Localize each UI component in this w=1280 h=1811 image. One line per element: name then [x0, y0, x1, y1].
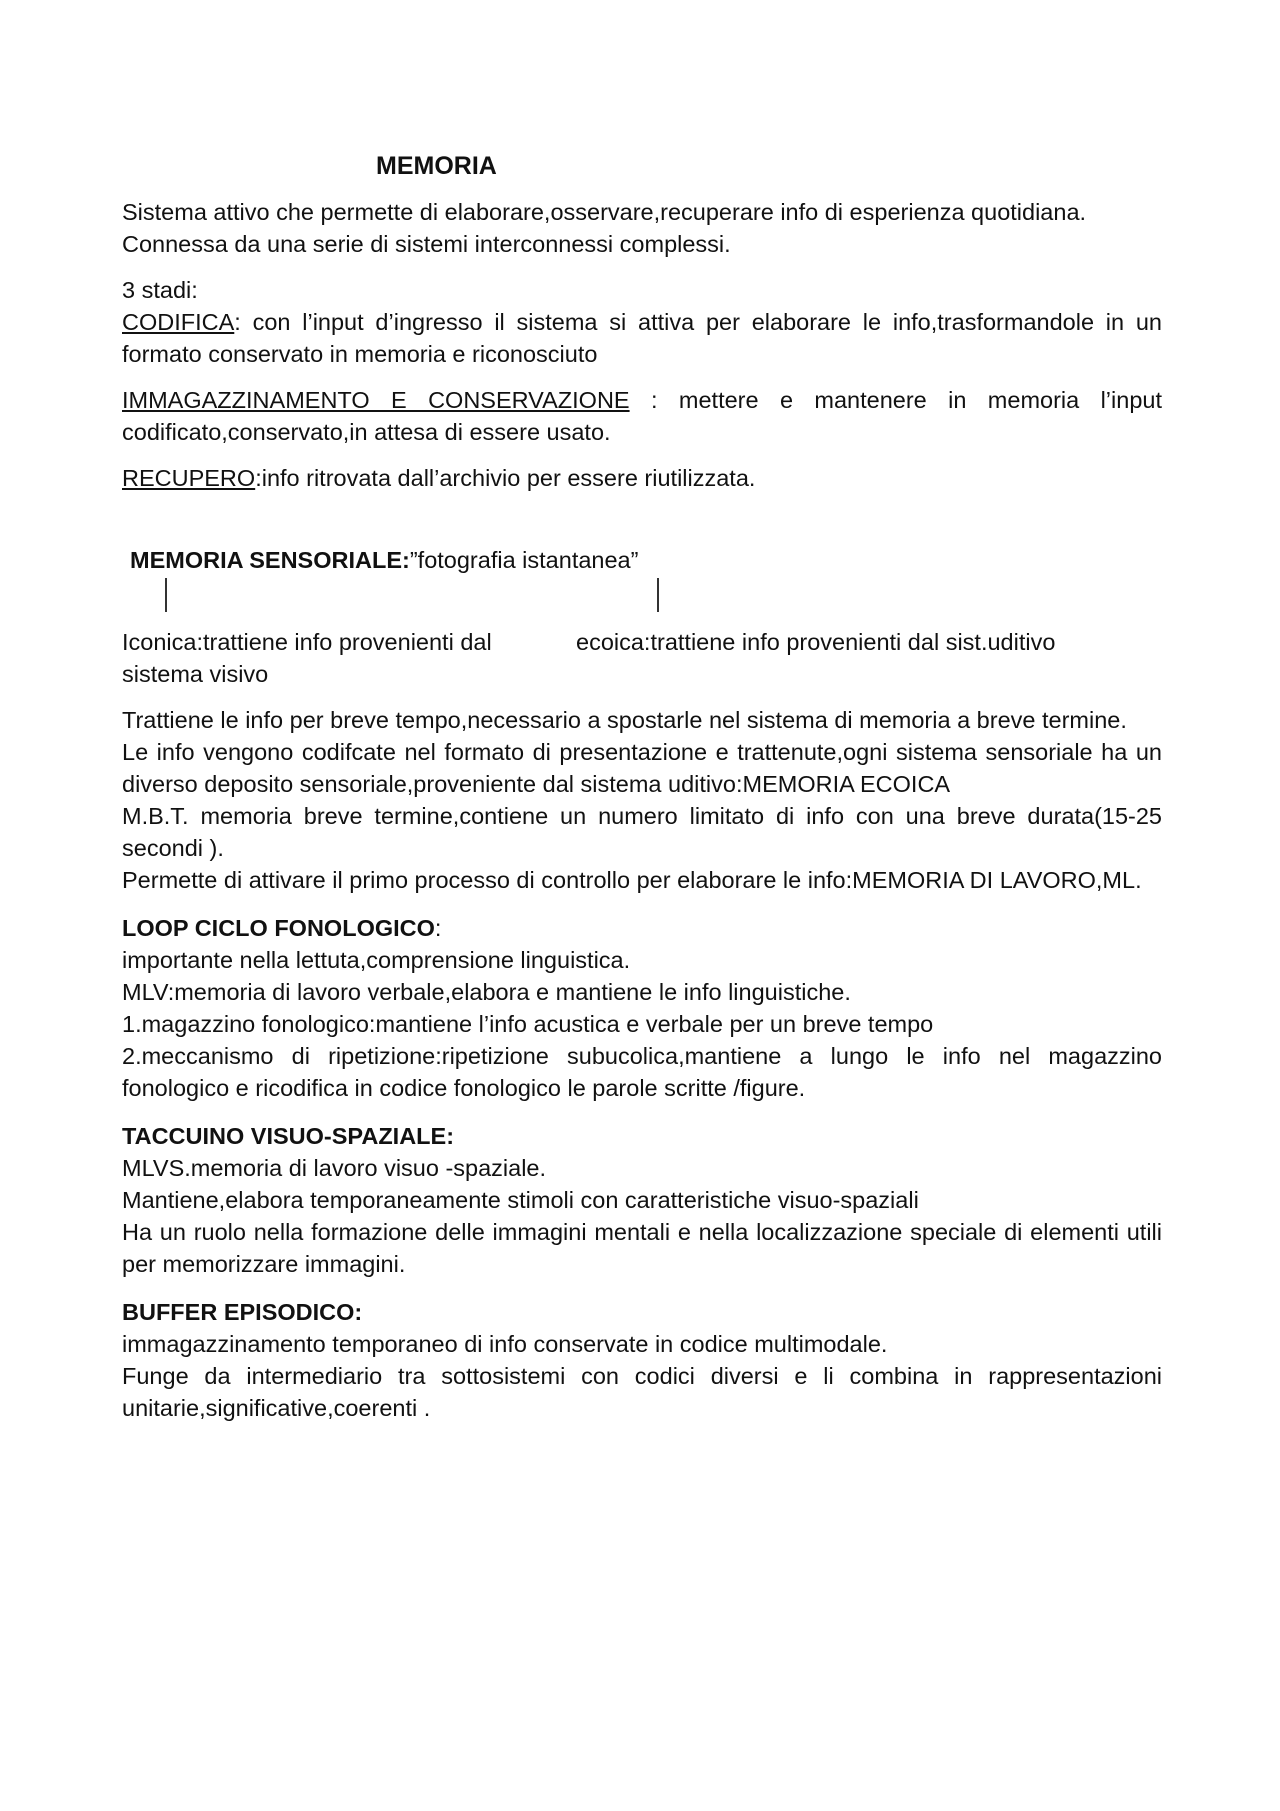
loop-colon: :: [434, 915, 442, 941]
taccuino-line-3: Ha un ruolo nella formazione delle immagini mentali e nella localizzazione speciale di elementi utili per memorizzare immagini.: [122, 1219, 1162, 1277]
recupero-paragraph: [122, 462, 1162, 494]
loop-section: [122, 912, 1162, 1104]
document-page: [122, 150, 1162, 1424]
intro-line-1: Sistema attivo che permette di elaborare,osservare,recuperare info di esperienza quotidiana.: [122, 199, 1087, 225]
codifica-paragraph: [122, 306, 1162, 370]
sensoriale-section: [122, 544, 1162, 690]
buffer-heading: BUFFER EPISODICO:: [122, 1299, 363, 1325]
branch-line-left: [165, 578, 167, 612]
stadi-heading: 3 stadi:: [122, 277, 198, 303]
sensory-branches: [122, 626, 1162, 690]
recupero-text: :info ritrovata dall’archivio per essere riutilizzata.: [255, 465, 756, 491]
loop-line-2: MLV:memoria di lavoro verbale,elabora e mantiene le info linguistiche.: [122, 979, 851, 1005]
sensoriale-subtitle: ”fotografia istantanea”: [409, 547, 639, 573]
codifica-text: : con l’input d’ingresso il sistema si attiva per elaborare le info,trasformandole in un formato conservato in memoria e riconosciuto: [122, 309, 1162, 367]
sensoriale-heading: MEMORIA SENSORIALE:: [130, 547, 410, 573]
buffer-line-2: Funge da intermediario tra sottosistemi con codici diversi e li combina in rappresentazioni unitarie,significative,coerenti .: [122, 1363, 1162, 1421]
loop-line-1: importante nella lettuta,comprensione linguistica.: [122, 947, 631, 973]
taccuino-section: [122, 1120, 1162, 1280]
ecoica-branch: ecoica:trattiene info provenienti dal sist.uditivo: [576, 629, 1056, 655]
buffer-line-1: immagazzinamento temporaneo di info conservate in codice multimodale.: [122, 1331, 888, 1357]
body-line-3: M.B.T. memoria breve termine,contiene un numero limitato di info con una breve durata(15-25 secondi ).: [122, 803, 1162, 861]
body-line-2: Le info vengono codifcate nel formato di presentazione e trattenute,ogni sistema sensoriale ha un diverso deposito sensoriale,proveniente dal sistema uditivo:MEMORIA ECOICA: [122, 739, 1162, 797]
body-line-1: Trattiene le info per breve tempo,necessario a spostarle nel sistema di memoria a breve termine.: [122, 707, 1127, 733]
iconica-branch: Iconica:trattiene info provenienti dal sistema visivo: [122, 629, 492, 687]
memory-body-section: [122, 704, 1162, 896]
branch-line-right: [657, 578, 659, 612]
loop-heading: LOOP CICLO FONOLOGICO: [122, 915, 435, 941]
page-title: MEMORIA: [376, 152, 497, 180]
immagazzinamento-text: : mettere e mantenere in memoria l’input codificato,conservato,in attesa di essere usato.: [122, 387, 1162, 445]
buffer-section: [122, 1296, 1162, 1424]
taccuino-line-1: MLVS.memoria di lavoro visuo -spaziale.: [122, 1155, 547, 1181]
recupero-term: RECUPERO: [122, 465, 256, 491]
loop-heading-line: [122, 912, 1162, 944]
loop-line-4: 2.meccanismo di ripetizione:ripetizione subucolica,mantiene a lungo le info nel magazzino fonologico e ricodifica in codice fonologico le parole scritte /figure.: [122, 1043, 1162, 1101]
loop-line-3: 1.magazzino fonologico:mantiene l’info acustica e verbale per un breve tempo: [122, 1011, 934, 1037]
immagazzinamento-term: IMMAGAZZINAMENTO E CONSERVAZIONE: [122, 387, 630, 413]
intro-section: [122, 196, 1162, 260]
body-line-4: Permette di attivare il primo processo di controllo per elaborare le info:MEMORIA DI LAVORO,ML.: [122, 867, 1142, 893]
sensoriale-heading-line: [130, 544, 1162, 576]
immagazzinamento-paragraph: [122, 384, 1162, 448]
codifica-term: CODIFICA: [122, 309, 235, 335]
branch-connectors: [122, 576, 1162, 626]
stadi-section: [122, 274, 1162, 494]
taccuino-heading: TACCUINO VISUO-SPAZIALE:: [122, 1123, 455, 1149]
intro-line-2: Connessa da una serie di sistemi interconnessi complessi.: [122, 231, 731, 257]
taccuino-line-2: Mantiene,elabora temporaneamente stimoli con caratteristiche visuo-spaziali: [122, 1187, 919, 1213]
